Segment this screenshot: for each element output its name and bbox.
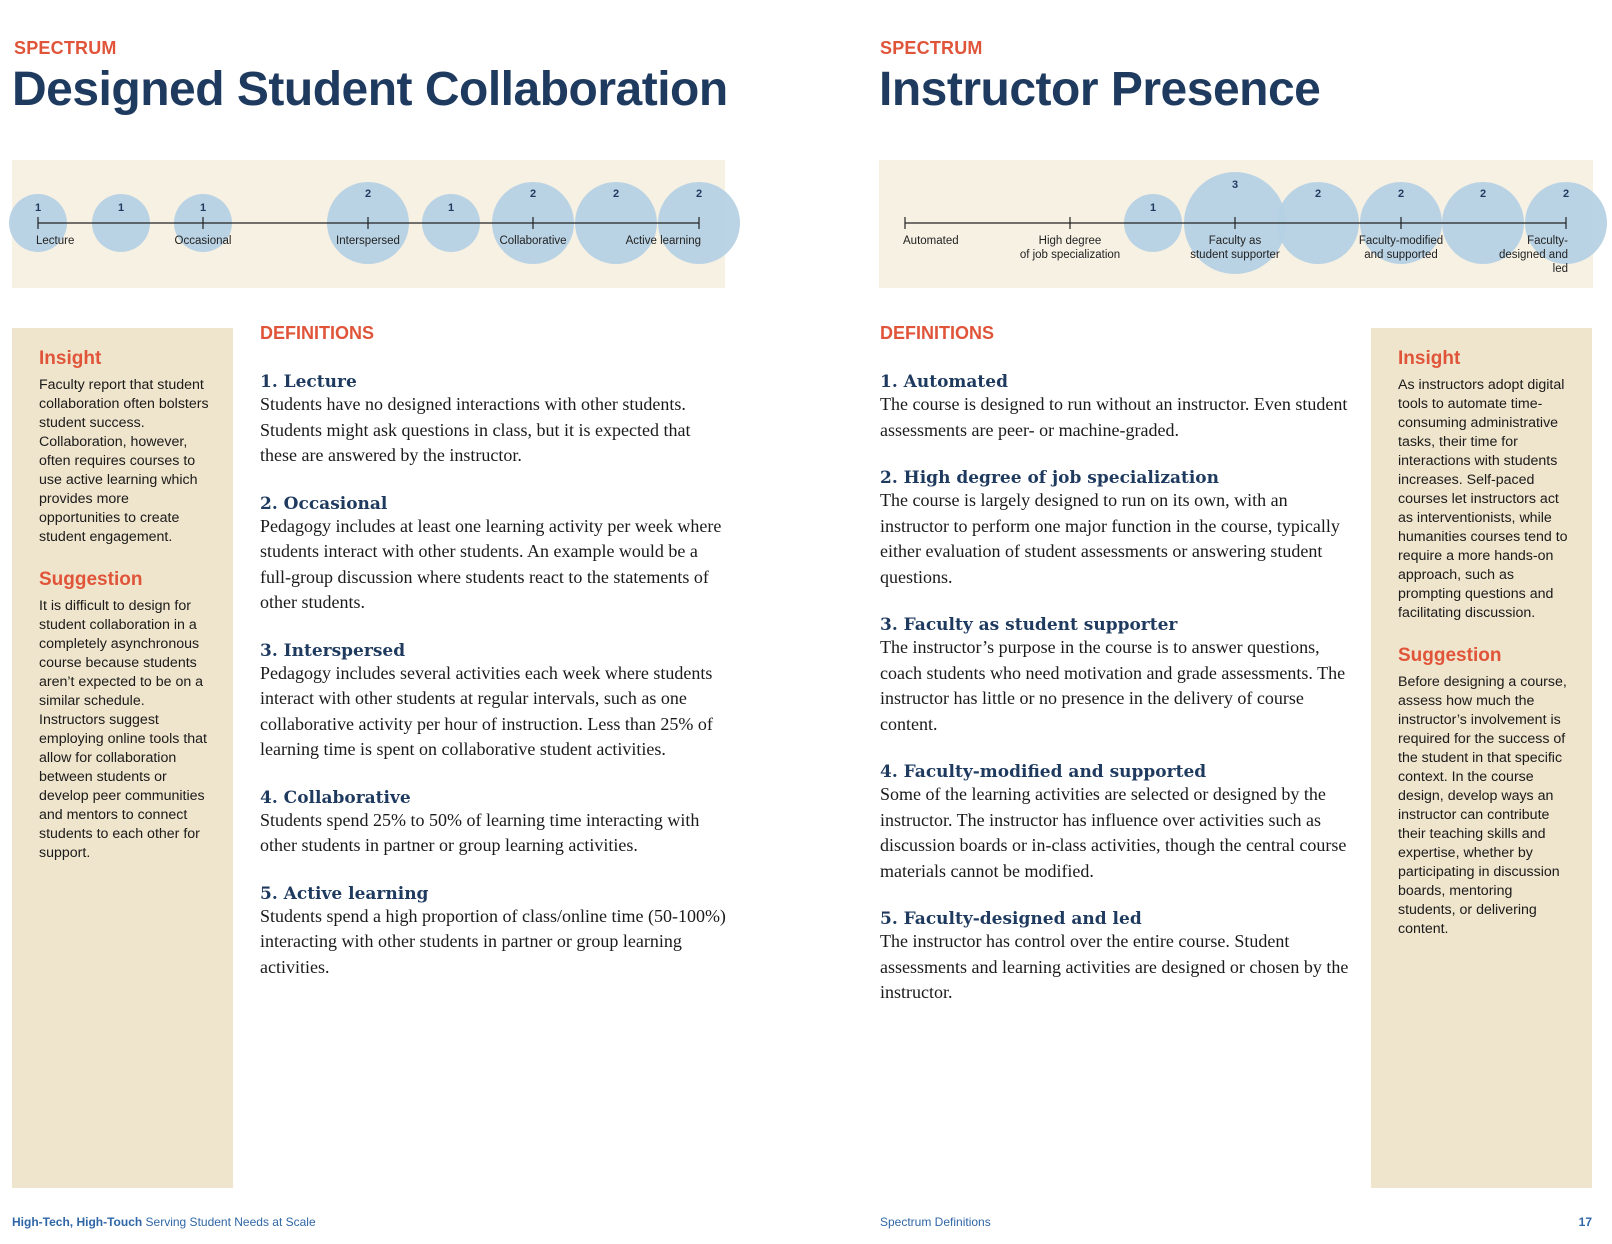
definition-body: The instructor’s purpose in the course is to answer questions, coach students who need motivation and grade assessments. The instructor has little or no presence in the delivery of course content.	[880, 637, 1346, 734]
definition-body: Students spend a high proportion of class/online time (50-100%) interacting with other students in partner or group learning activities.	[260, 905, 726, 977]
definition-body: The course is designed to run without an instructor. Even student assessments are peer- or machine-graded.	[880, 394, 1348, 440]
left-tick-label: Occasional	[174, 235, 232, 247]
left-tick-label: Lecture	[36, 235, 75, 247]
right-tick-label: Automated	[903, 235, 959, 247]
left-page-title: Designed Student Collaboration	[12, 63, 728, 116]
left-spectrum-panel	[12, 160, 725, 288]
left-eyebrow: SPECTRUM	[14, 38, 117, 58]
right-eyebrow: SPECTRUM	[880, 38, 983, 58]
definition-title: 5. Faculty-designed and led	[880, 909, 1142, 929]
right-definitions-heading: DEFINITIONS	[880, 323, 995, 343]
left-suggestion-heading: Suggestion	[39, 569, 143, 590]
right-suggestion-body: Before designing a course, assess how much the instructor’s involvement is required for the success of the student in that specific context. In the course design, develop ways an instructor can contribute their teaching skills and expertise, whether by participating in discussion boards, mentoring students, or delivering content.	[1398, 674, 1567, 937]
definition-title: 5. Active learning	[260, 883, 429, 904]
definition-body: Students spend 25% to 50% of learning time interacting with other students in partner or group learning activities.	[260, 809, 700, 855]
definition-title: 4. Collaborative	[260, 787, 411, 808]
definition-title: 2. Occasional	[260, 493, 388, 514]
left-bubble-count: 2	[529, 188, 537, 200]
definition-body: Students have no designed interactions with other students. Students might ask questions in class, but it is expected that these are answered by the instructor.	[260, 394, 691, 465]
left-tick-label: Interspersed	[336, 235, 400, 247]
left-insight-heading: Insight	[39, 348, 102, 369]
right-bubble-count: 3	[1231, 179, 1239, 191]
left-bubble-count: 2	[612, 188, 620, 200]
right-bubble-count: 2	[1479, 188, 1487, 200]
definition-item	[880, 615, 1350, 737]
right-insight-heading: Insight	[1398, 348, 1461, 369]
left-bubble-count: 1	[34, 202, 42, 214]
definition-item	[880, 762, 1350, 884]
definition-title: 3. Faculty as student supporter	[880, 615, 1178, 635]
definition-title: 1. Lecture	[260, 372, 357, 392]
page-number: 17	[1578, 1215, 1592, 1229]
definition-item	[880, 909, 1350, 1006]
left-suggestion-body: It is difficult to design for student collaboration in a completely asynchronous course because students aren’t expected to be on a similar schedule. Instructors suggest employing online tools that allow for collaboration between students or develop peer communities and mentors to connect students to each other for support.	[39, 598, 207, 861]
right-bubble-count: 1	[1149, 202, 1157, 214]
definition-item	[260, 494, 730, 616]
left-bubble-count: 1	[447, 202, 455, 214]
left-tick-label: Active learning	[625, 235, 701, 247]
definition-item	[260, 372, 730, 469]
right-definitions	[880, 323, 1350, 1031]
definition-item	[260, 641, 730, 763]
right-page-title: Instructor Presence	[879, 63, 1321, 116]
left-bubble-count: 1	[117, 202, 125, 214]
right-bubble-count: 2	[1314, 188, 1322, 200]
left-bubble-count: 2	[364, 188, 372, 200]
definition-body: The course is largely designed to run on its own, with an instructor to perform one major function in the course, typically either evaluation of student assessments or answering student questions.	[880, 490, 1340, 587]
left-tick-label: Collaborative	[499, 235, 567, 247]
right-tick-label: led	[1552, 263, 1568, 275]
left-bubble-count: 2	[695, 188, 703, 200]
right-tick-label: Faculty-	[1527, 235, 1568, 247]
right-bubble-count: 2	[1562, 188, 1570, 200]
right-tick-label: Faculty-modified	[1358, 235, 1444, 247]
definition-body: Some of the learning activities are selected or designed by the instructor. The instructor has influence over activities such as discussion boards or in-class activities, though the central course materials cannot be modified.	[880, 784, 1347, 881]
right-tick-label: Faculty as	[1208, 235, 1262, 247]
left-footer	[12, 1215, 316, 1229]
definition-item	[260, 884, 730, 981]
definition-body: The instructor has control over the entire course. Student assessments and learning activities are designed or chosen by the instructor.	[880, 931, 1349, 1002]
right-insight-body: As instructors adopt digital tools to automate time-consuming administrative tasks, their time for interactions with students increases. Self-paced courses let instructors act as interventionists, while humanities courses tend to require a more hands-on approach, such as prompting questions and facilitating discussion.	[1398, 377, 1568, 621]
right-footer-section: Spectrum Definitions	[880, 1215, 991, 1229]
footer-publication-title: High-Tech, High-Touch	[12, 1215, 143, 1229]
left-sidebar	[12, 328, 233, 1188]
left-definitions	[260, 323, 730, 1005]
left-spectrum-chart	[0, 160, 734, 288]
definition-title: 3. Interspersed	[260, 640, 406, 661]
footer-publication-subtitle: Serving Student Needs at Scale	[142, 1215, 316, 1229]
definition-item	[880, 372, 1350, 443]
definition-body: Pedagogy includes at least one learning activity per week where students interact with other students. An example would be a full-group discussion where students react to the statements of other students.	[260, 515, 722, 612]
right-sidebar	[1371, 328, 1592, 1188]
definition-title: 2. High degree of job specialization	[880, 468, 1220, 488]
right-tick-label: High degree	[1038, 235, 1102, 247]
right-tick-label: designed and	[1498, 249, 1568, 261]
right-spectrum-panel	[879, 160, 1593, 288]
left-bubble-count: 1	[199, 202, 207, 214]
left-definitions-heading: DEFINITIONS	[260, 323, 375, 343]
definition-title: 4. Faculty-modified and supported	[880, 762, 1207, 782]
right-bubble-count: 2	[1397, 188, 1405, 200]
right-suggestion-heading: Suggestion	[1398, 645, 1502, 666]
right-tick-label: student supporter	[1190, 249, 1280, 261]
definition-item	[880, 468, 1350, 590]
right-tick-label: of job specialization	[1019, 249, 1121, 261]
right-tick-label: and supported	[1364, 249, 1438, 261]
definition-item	[260, 788, 730, 859]
definition-title: 1. Automated	[880, 372, 1008, 392]
right-spectrum-chart	[879, 160, 1612, 288]
definition-body: Pedagogy includes several activities each week where students interact with other students at regular intervals, such as one collaborative activity per hour of instruction. Less than 25% of learning time is spent on collaborative student activities.	[260, 662, 713, 759]
left-insight-body: Faculty report that student collaboration often bolsters student success. Collaboration, however, often requires courses to use active learning which provides more opportunities to create student engagement.	[39, 377, 209, 545]
